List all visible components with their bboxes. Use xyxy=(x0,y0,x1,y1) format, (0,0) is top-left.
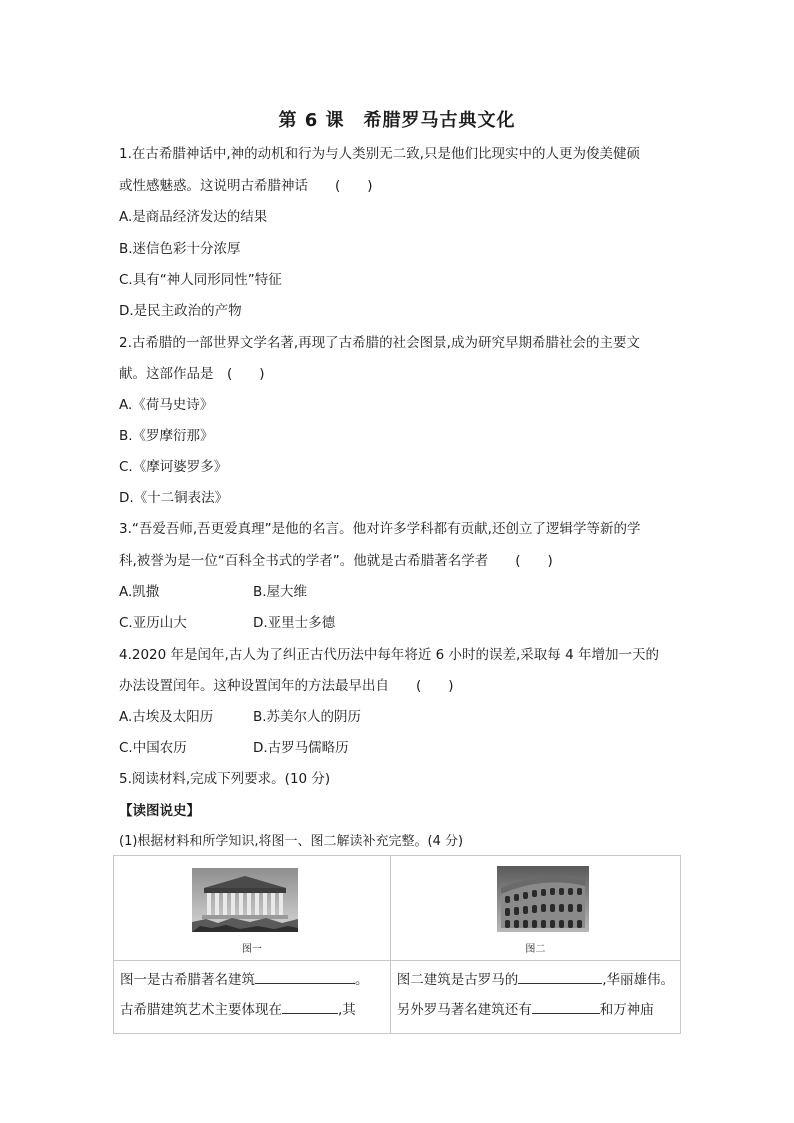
left-text-d: ,其 xyxy=(338,1002,356,1018)
q3-option-d[interactable]: D.亚里士多德 xyxy=(253,615,336,631)
colosseum-image xyxy=(497,866,589,932)
right-text-d: 和万神庙 xyxy=(599,1002,654,1018)
q1-option-b[interactable]: B.迷信色彩十分浓厚 xyxy=(119,241,241,257)
figure2-cell xyxy=(390,856,680,961)
q2-option-c[interactable]: C.《摩诃婆罗多》 xyxy=(119,459,228,475)
left-text-c: 古希腊建筑艺术主要体现在 xyxy=(120,1002,282,1018)
q2-stem-line1: 2.古希腊的一部世界文学名著,再现了古希腊的社会图景,成为研究早期希腊社会的主要文 xyxy=(119,335,640,351)
q3-option-a[interactable]: A.凯撒 xyxy=(119,584,160,600)
figure2-text-cell xyxy=(390,961,680,1034)
q2-option-b[interactable]: B.《罗摩衍那》 xyxy=(119,428,214,444)
q5-sub1: (1)根据材料和所学知识,将图一、图二解读补充完整。(4 分) xyxy=(119,834,464,849)
q4-option-a[interactable]: A.古埃及太阳历 xyxy=(119,709,214,725)
q5-section-heading: 【读图说史】 xyxy=(119,803,200,819)
figure1-cell xyxy=(114,856,391,961)
right-text-b: ,华丽雄伟。 xyxy=(602,972,674,988)
blank-other-building[interactable] xyxy=(532,999,600,1014)
parthenon-image xyxy=(192,868,298,932)
reading-table xyxy=(113,855,681,1034)
figure1-caption: 图一 xyxy=(241,944,262,955)
q2-option-d[interactable]: D.《十二铜表法》 xyxy=(119,490,229,506)
q2-stem-line2: 献。这部作品是 ( ) xyxy=(119,366,265,382)
q4-stem-line1: 4.2020 年是闰年,古人为了纠正古代历法中每年将近 6 小时的误差,采取每 4 年增加一天的 xyxy=(119,647,659,663)
page-title: 第 6 课 希腊罗马古典文化 xyxy=(278,110,516,131)
q2-option-a[interactable]: A.《荷马史诗》 xyxy=(119,397,214,413)
right-text-a: 图二建筑是古罗马的 xyxy=(396,972,519,988)
q4-option-b[interactable]: B.苏美尔人的阴历 xyxy=(253,709,362,725)
left-text-b: 。 xyxy=(355,972,369,988)
q3-option-b[interactable]: B.屋大维 xyxy=(253,584,308,600)
q1-stem-line1: 1.在古希腊神话中,神的动机和行为与人类别无二致,只是他们比现实中的人更为俊美健硕 xyxy=(119,146,640,162)
q5-stem: 5.阅读材料,完成下列要求。(10 分) xyxy=(119,771,331,787)
blank-roman-building[interactable] xyxy=(518,969,602,984)
figure2-caption: 图二 xyxy=(525,944,546,955)
q1-option-d[interactable]: D.是民主政治的产物 xyxy=(119,303,242,319)
blank-architecture-feature[interactable] xyxy=(282,999,338,1014)
blank-building-name[interactable] xyxy=(255,969,355,984)
q1-stem-line2: 或性感魅惑。这说明古希腊神话 ( ) xyxy=(119,178,373,194)
figure1-text-cell xyxy=(114,961,391,1034)
q4-option-c[interactable]: C.中国农历 xyxy=(119,740,187,756)
q4-option-d[interactable]: D.古罗马儒略历 xyxy=(253,740,349,756)
q3-stem-line1: 3.“吾爱吾师,吾更爱真理”是他的名言。他对许多学科都有贡献,还创立了逻辑学等新的学 xyxy=(119,521,641,537)
q1-option-c[interactable]: C.具有“神人同形同性”特征 xyxy=(119,272,282,288)
right-text-c: 另外罗马著名建筑还有 xyxy=(396,1002,532,1018)
q3-stem-line2: 科,被誉为是一位“百科全书式的学者”。他就是古希腊著名学者 ( ) xyxy=(119,553,553,569)
left-text-a: 图一是古希腊著名建筑 xyxy=(120,972,255,988)
q1-option-a[interactable]: A.是商品经济发达的结果 xyxy=(119,209,268,225)
q3-option-c[interactable]: C.亚历山大 xyxy=(119,615,187,631)
q4-stem-line2: 办法设置闰年。这种设置闰年的方法最早出自 ( ) xyxy=(119,678,454,694)
